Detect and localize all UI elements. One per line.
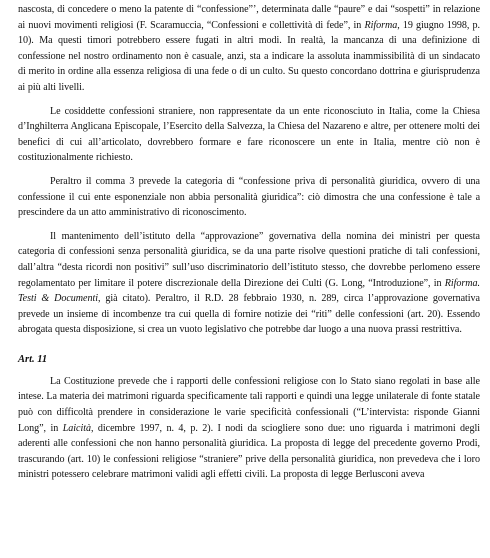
text-run: Le cosiddette confessioni straniere, non rappresentate da un ente riconosciuto in Italia, come la Chiesa d’Inghilterra Anglicana Episcopale, l’Esercito della Salvezza, la Chiesa del Nazareno e altre, per ottenere molti dei benefici di cui all’articolato, dovrebbero formare e fare riconoscere un ente in Italia, mentre ciò non è costituzionalmente richiesto.	[18, 105, 480, 164]
paragraph-costituzione	[18, 374, 480, 483]
paragraph-comma-3	[18, 174, 480, 221]
text-run: , dicembre 1997, n. 4, p. 2). I nodi da sciogliere sono due: uno riguarda i matrimoni degli aderenti alle confessioni che non hanno personalità giuridica. La proposta di legge del precedente governo Prodi, trascurando (art. 10) le confessioni religiose “straniere” prive della personalità giuridica, non prevedeva che i loro ministri potessero celebrare matrimoni validi agli effetti civili. La proposta di legge Berlusconi aveva	[18, 422, 480, 481]
text-run: , già citato). Peraltro, il R.D. 28 febbraio 1930, n. 289, circa l’approvazione governativa prevede un insieme di incombenze tra cui quella di fornire notizie dei “riti” delle confessioni (art. 20). Essendo abrogata questa disposizione, si crea un vuoto legislativo che potrebbe dar luogo a una nuova prassi restrittiva.	[18, 293, 480, 336]
paragraph-continuation	[18, 2, 480, 96]
text-run: Il mantenimento dell’istituto della “approvazione” governativa della nomina dei ministri per questa categoria di confessioni senza personalità giuridica, se da una parte risolve questioni pratiche di tali confessioni, dall’altra “desta ricordi non positivi” sull’uso discriminatorio dell’istituto stesso, che dovrebbe perlomeno essere regolamentato per limitare il potere discrezionale della Direzione dei Culti (G. Long, “Introduzione”, in	[18, 230, 480, 289]
citation-title: Riforma. Testi & Documenti	[18, 277, 480, 305]
paragraph-approvazione-governativa	[18, 229, 480, 338]
citation-title: Laicità	[62, 422, 91, 434]
text-run: nascosta, di concedere o meno la patente di “confessione”’, determinata dalle “paure” e dai “sospetti” in relazione ai nuovi movimenti religiosi (F. Scaramuccia, “Confessioni e collettività di fede”, in	[18, 4, 480, 31]
citation-title: Riforma	[364, 19, 398, 31]
paragraph-confessioni-straniere	[18, 104, 480, 166]
section-heading-art-11: Art. 11	[18, 353, 48, 365]
text-run: , 19 giugno 1998, p. 10). Ma questi timori potrebbero essere fugati in altri modi. In realtà, la mancanza di una definizione di confessione nel nostro ordinamento non è casuale, anzi, sta a indicare la assoluta inammissibilità di un sindacato di merito in ordine alla essenza religiosa di una fede o di un culto. Su questo concordano dottrina e giurisprudenza ai più alti livelli.	[18, 19, 480, 93]
text-run: La Costituzione prevede che i rapporti delle confessioni religiose con lo Stato siano regolati in base alle intese. La materia dei matrimoni riguarda specificamente tali rapporti e quindi una legge unilaterale di fonte statale può con difficoltà prendere in considerazione le varie specificità confessionali (“L’intervista: risponde Gianni Long”, in	[18, 375, 480, 434]
text-run: Peraltro il comma 3 prevede la categoria di “confessione priva di personalità giuridica, ovvero di una confessione il cui ente esponenziale non abbia personalità giuridica”: ciò dimostra che una confessione è tale a prescindere da un atto amministrativo di riconoscimento.	[18, 175, 480, 219]
